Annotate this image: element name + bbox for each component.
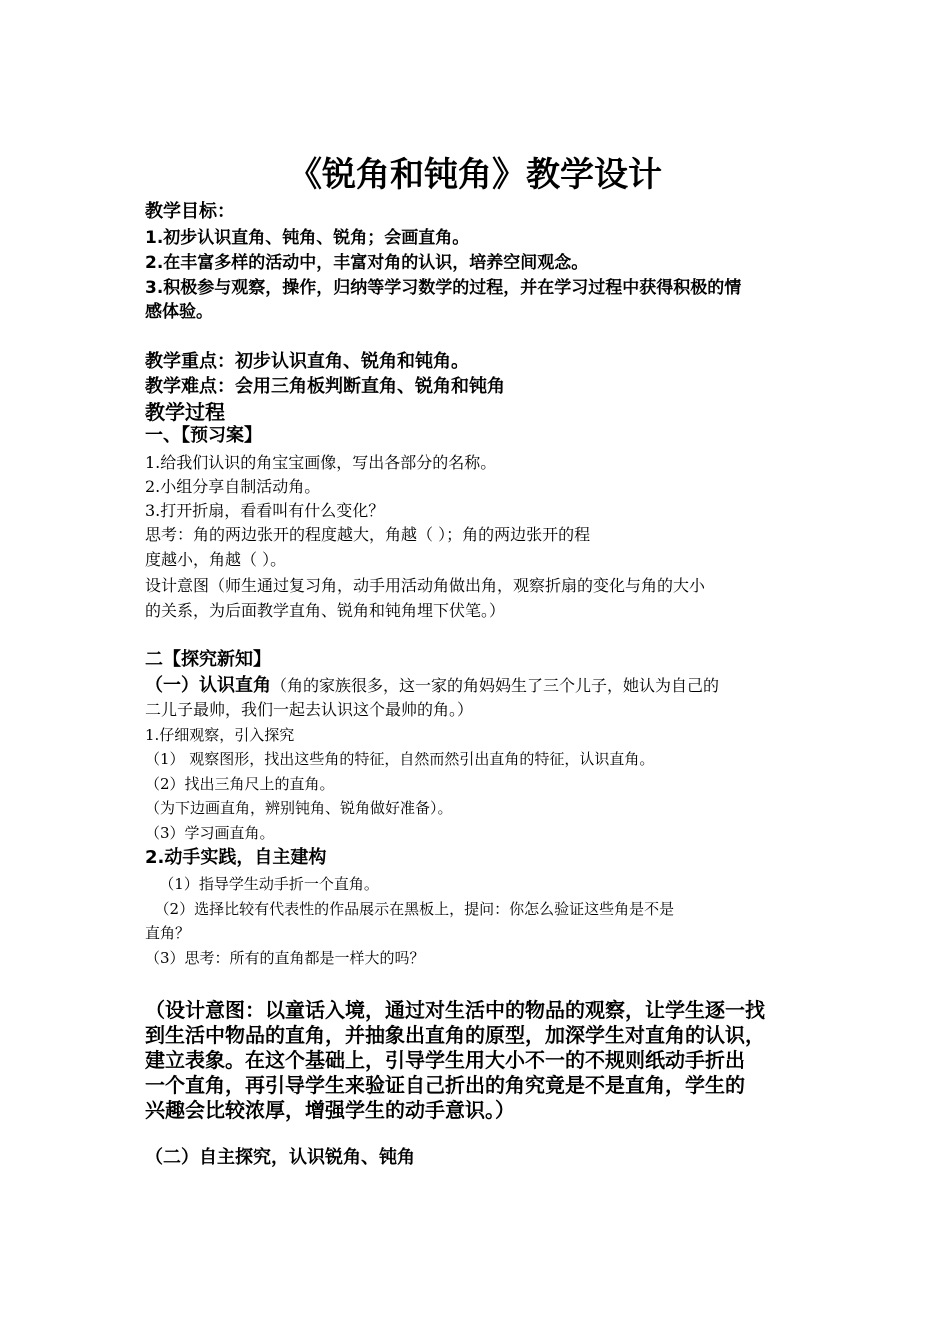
part1-line-6: 设计意图（师生通过复习角，动手用活动角做出角，观察折扇的变化与角的大小 [145,576,706,595]
step1-line-5: （3）学习画直角。 [145,824,275,842]
part1-line-5: 度越小，角越（ ）。 [145,550,287,569]
part2-heading: 二【探究新知】 [145,649,271,670]
goal-line-2: 2.在丰富多样的活动中，丰富对角的认识，培养空间观念。 [145,253,589,273]
process-heading: 教学过程 [145,400,225,424]
difficult-point: 教学难点：会用三角板判断直角、锐角和钝角 [145,376,505,397]
step1-line-2: （1） 观察图形，找出这些角的特征，自然而然引出直角的特征，认识直角。 [145,750,655,768]
sub2-title: （二）自主探究，认识锐角、钝角 [145,1147,415,1168]
step2-line-1: （1）指导学生动手折一个直角。 [145,875,379,893]
part1-line-2: 2.小组分享自制活动角。 [145,477,321,496]
sub1-note-b: 二儿子最帅，我们一起去认识这个最帅的角。） [145,700,474,719]
document-title: 《锐角和钝角》教学设计 [288,155,662,195]
step2-line-2: （2）选择比较有代表性的作品展示在黑板上，提问：你怎么验证这些角是不是 [145,900,675,918]
intent-line-4: 一个直角，再引导学生来验证自己折出的角究竟是不是直角，学生的 [145,1073,745,1097]
part1-line-1: 1.给我们认识的角宝宝画像，写出各部分的名称。 [145,453,497,472]
sub1-row [145,674,719,698]
part1-line-4: 思考：角的两边张开的程度越大，角越（ ）；角的两边张开的程 [145,525,591,544]
step1-line-4: （为下边画直角，辨别钝角、锐角做好准备）。 [145,799,453,817]
step2-title: 2.动手实践，自主建构 [145,847,327,868]
intent-line-3: 建立表象。在这个基础上，引导学生用大小不一的不规则纸动手折出 [145,1048,745,1072]
key-point: 教学重点：初步认识直角、锐角和钝角。 [145,351,469,372]
goal-line-3: 3.积极参与观察，操作，归纳等学习数学的过程，并在学习过程中获得积极的情 [145,278,742,298]
sub1-title: （一）认识直角 [145,675,271,696]
goals-heading: 教学目标： [145,201,235,222]
step1-line-1: 1.仔细观察，引入探究 [145,726,295,744]
goal-line-1: 1.初步认识直角、钝角、锐角；会画直角。 [145,228,470,248]
step2-line-4: （3）思考：所有的直角都是一样大的吗？ [145,949,425,967]
intent-line-2: 到生活中物品的直角，并抽象出直角的原型，加深学生对直角的认识， [145,1023,765,1047]
part1-line-7: 的关系，为后面教学直角、锐角和钝角埋下伏笔。） [145,601,506,620]
part1-heading: 一、【预习案】 [145,425,262,446]
goal-line-4: 感体验。 [145,302,213,322]
sub1-note-a: （角的家族很多，这一家的角妈妈生了三个儿子，她认为自己的 [271,676,720,695]
step2-line-3: 直角？ [145,924,191,942]
intent-line-5: 兴趣会比较浓厚，增强学生的动手意识。） [145,1098,515,1122]
intent-line-1: （设计意图：以童话入境，通过对生活中的物品的观察，让学生逐一找 [145,998,765,1022]
step1-line-3: （2）找出三角尺上的直角。 [145,775,335,793]
part1-line-3: 3.打开折扇，看看叫有什么变化？ [145,501,385,520]
